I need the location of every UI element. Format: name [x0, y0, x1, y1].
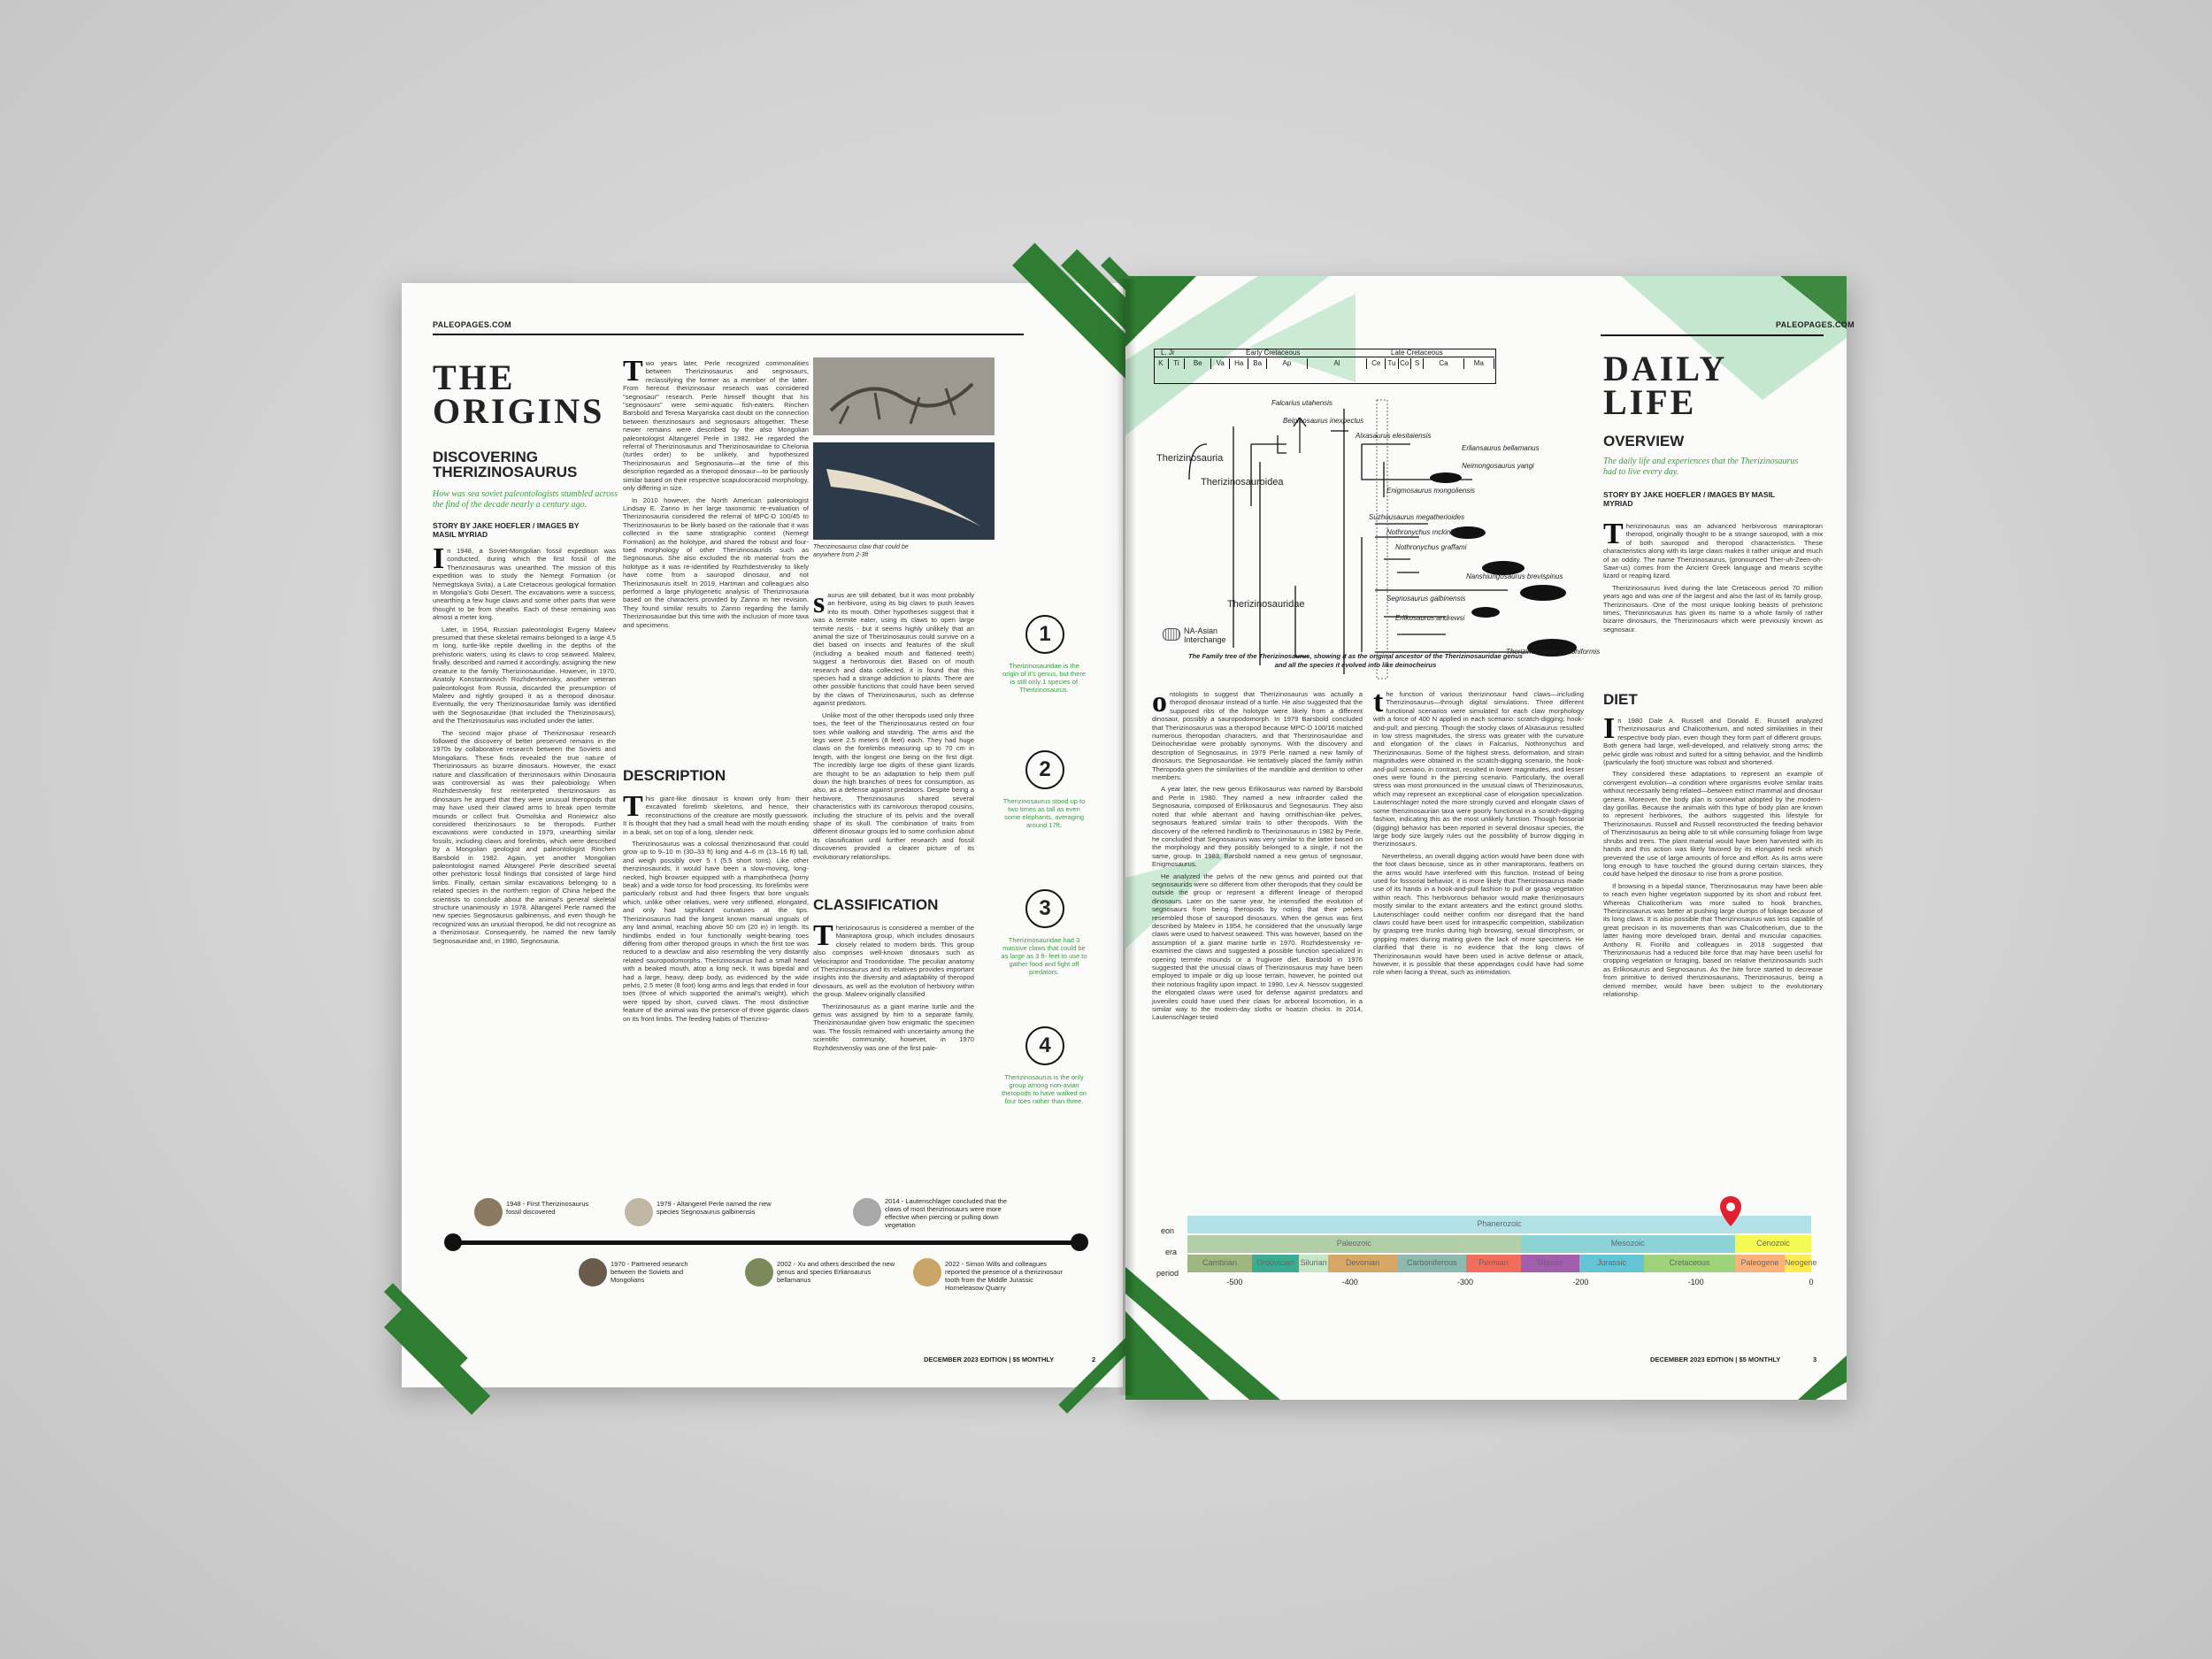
section-heading-description: DESCRIPTION: [623, 767, 726, 784]
site-url: PALEOPAGES.COM: [433, 320, 511, 329]
headline-line-2: ORIGINS: [433, 391, 605, 431]
paragraph: Two years later, Perle recognized commonalities between Therizinosaurus and segnosaurs, reclassifying the former as a member of the latter. From hereout therizinosaur research was considered "segnosaur" research. Perle himself thought that his "segnosaurs" were semi-aquatic fish-eaters. Rinchen Barsbold and Teresa Maryańska cast doubt on the connection between therizinosaurs and segnosaurs altogether. These newer remains were described by the also Mongolian paleontologist Altangerel Perle in 1982. He regarded the referral of Therizinosaurus and Therizinosauridae to Chelonia (turtles order) to be unlikely, and hypothesized Therizinosaurus and Segnosauria—at the time of this description regarded as a theropod dinosaur—to be partiously similar based on their respective scapulocoracoid morphology, only differing in size.: [623, 355, 809, 493]
spine-shadow: [1117, 279, 1136, 1395]
gts-tick-label: -100: [1687, 1278, 1704, 1286]
column-1: [433, 542, 616, 1157]
gts-eon: Phanerozoic: [1187, 1216, 1811, 1233]
footer-edition: DECEMBER 2023 EDITION | $5 MONTHLY: [1650, 1356, 1781, 1363]
stage-cell: Al: [1308, 358, 1368, 369]
headline-line-2: LIFE: [1603, 382, 1697, 422]
middle-column-2: [1373, 686, 1584, 1093]
fact-note-1: Therizinosauridae is the origin of it's genus, but there is still only 1 species of Therizinosaurus.: [1002, 662, 1086, 694]
stage-early-label: L. Jr: [1161, 349, 1175, 357]
timeline-avatar: [913, 1258, 941, 1286]
timeline-line: [453, 1240, 1079, 1245]
claw-photo: [813, 442, 995, 540]
gts-period: Cretaceous: [1644, 1255, 1735, 1272]
paragraph: Therizinosaurus was a colossal therizinosaurid that could grow up to 9–10 m (30–33 ft) long and 4–6 m (13–16 ft) tall, and weigh possibly over 5 t (5.5 short tons). Like other therizinosaurids, it would have been a slow-moving, long-necked, high browser equipped with a rhamphotheca (horny beak) and a wide torso for food processing. Its forelimbs were particularly robust and had three fingers that bore unguals which, unlike other relatives, were very stiffened, elongated, and only had significant curvatures at the tips. Therizinosaurus had the longest known manual unguals of any land animal, reaching above 50 cm (20 in) in length. Its hindlimbs ended in four functionally weight-bearing toes differing from other theropod groups in which the first toe was reduced to a dewclaw and also resembling the very distantly related sauropodomorphs. Therizinosaurus had a small head with a beaked mouth, atop a long neck. It was bipedal and had a large, heavy, deep body, as evidenced by the wide pelvis, 2.5 meter (8 foot) long arms and legs that ended in four toes (three of which supported the animal's weight), which were tipped by short, curved claws. The most distinctive feature of the animal was the presence of three gigantic claws on its front limbs. The feeding habits of Therizino-: [623, 840, 809, 1023]
gts-row-label: eon: [1161, 1226, 1175, 1235]
stage-cell: Tu: [1386, 358, 1398, 369]
cladogram-caption: The Family tree of the Therizinosaurus, showing it as the original ancestor of the Therizinosauridae genus and all the species it evolved into like deinocheirus: [1188, 652, 1523, 669]
right-page: [1125, 276, 1855, 1400]
clade-label: Therizinosauridae: [1227, 599, 1305, 610]
paragraph: In 1980 Dale A. Russell and Donald E. Russell analyzed Therizinosaurus and Chalicotherium, and noted similarities in their respective body plan, even though they form part of different groups. Both genera had large, well-developed, and relatively strong arms; the pelvic girdle was robust and suited for a sitting behavior, and the hindlimb (particularly the foot) structure was robust and shortened.: [1603, 712, 1823, 767]
gts-row-label: period: [1156, 1269, 1179, 1278]
subhead: OVERVIEW: [1603, 433, 1685, 449]
gts-period: Neogene: [1785, 1255, 1811, 1272]
timeline-event-2022: 2022 - Simon Wills and colleagues reported the presence of a therizinosaur tooth from the Middle Jurassic Horneleasow Quarry: [945, 1260, 1063, 1292]
taxon: Enigmosaurus mongoliensis: [1386, 487, 1476, 495]
page-number: 2: [1092, 1356, 1096, 1363]
paragraph: the function of various therizinosaur hand claws—including Therizinosaurus—through digital simulations. Three different functional scenarios were simulated for each claw morphology with a force of 400 N applied in each scenario: scratch-digging; hook-and-pull; and piercing. Though the stocky claws of Alxasaurus resulted in low stress magnitudes, the stress was greater with the curvature and elongation of the claws in Falcarius, Nothronychus and Therizinosaurus. Some of the highest stress, deformation, and strain magnitudes were obtained in the scratch-digging scenario, the hook-and-pull scenario, in contrast, resulted in lower magnitudes, and lesser ones were found in the piercing scenario. Particularly, the overall stress was most pronounced in the unusual claws of Therizinosaurus, which may represent an exceptional case of elongation specialization. Lautenschlager noted the more strongly curved and elongate claws of some therizinosaurian taxa were poorly functional in a scratch-digging fashion, indicating this as the most unlikely function. Though fossorial (digging) behavior has been reported in several dinosaur species, the large body size largely rules out the possibility of burrow digging in therizinosaurs.: [1373, 686, 1584, 849]
header-rule: [433, 334, 1024, 335]
paragraph: He analyzed the pelvis of the new genus and pointed out that segnosaurids were so different from other theropods that they could be outside the group or represent a different lineage of theropod dinosaurs. Later on the same year, he intensified the evolution of segnosaurs from being theropods by noting that their pelves resembled those of sauropod dinosaurs. When the genus was first described by Maleev in 1954, he considered that the unusually large claws were used to harvest seaweed. This was however, based on the assumption of a giant marine turtle in 1970. Rozhdestvensky re-examined the claws and suggested a possible function specialized in opening termite mounds or a frugivore diet. Barsbold in 1976 suggested that the unusual claws of Therizinosaurus may have been employed to impale or dig up loose terrain, however, he pointed out their notorious fragility upon impact. In 1990, Lev A. Nessov suggested the elongated claws were used for defense against predators and juveniles could have used their claws for arboreal locomotion, in a similar way to the modern-day sloths or hoatzin chicks. In 2014, Lautenschlager tested: [1152, 872, 1363, 1022]
column-3: [813, 587, 974, 892]
taxon: Erlikosaurus andrewsi: [1395, 614, 1465, 622]
fact-note-4: Therizinosaurus is the only group among non-avian theropods to have walked on four toes rather than three.: [1002, 1073, 1087, 1105]
taxon: Falcarius utahensis: [1271, 399, 1333, 407]
timeline-event-1979: 1979 - Altangerel Perle named the new species Segnosaurus galbinensis: [657, 1200, 772, 1216]
fact-number-4: 4: [1025, 1026, 1064, 1065]
overview-column: [1603, 518, 1823, 692]
header-rule: [1601, 334, 1824, 336]
diet-column: [1603, 712, 1823, 1088]
taxon: Therizinosaurus cheloniformis: [1506, 648, 1601, 656]
timeline-avatar: [625, 1198, 653, 1226]
fact-note-2: Therizinosaurus stood up to two times as tall as even some elephants, averaging around 17ft.: [1002, 797, 1086, 829]
page-number: 3: [1813, 1356, 1817, 1363]
paragraph: The second major phase of Therizinosaur research followed the discovery of better preserved remains in the 1970s by collaborative research between the Soviets and Mongolians. These finds revealed the true nature of Therizinosaurs as bizarre dinosaurs. However, the exact nature and classification of therizinosaurs within Dinosauria was controversial as was their paleobiology. When Rozhdestvensky first reinterpreted therizinosaurs as dinosaurs he argued that they were unusual theropods that may have used their clawed arms to break open termite mounds or collect fruit. Osmolska and Roniewicz also considered therizinosaurs to be theropods. Further excavations were conducted in 1979, unearthing similar fossils, including claws and forelimbs, which were described by a Mongolian geologist and paleontologist Rinchen Barsbold in 1982. Again, yet another Mongolian paleontologist named Altangerel Perle described several other prehistoric fossil findings that consisted of large hind limbs. Finally, certain similar excavations belonging to a related species in the northern region of China helped the scientists to conclude about the animal's general skeletal structure unanimously in 1978. Altangerel Perle named the new species Segnosaurus galbinensis, and even though he recognized was an unusual theropod, he did not recognize as a therizinosaur. Consequently, he named the new family Segnosauridae and, in 1980, Segnosauria.: [433, 728, 616, 945]
fact-number-2: 2: [1025, 750, 1064, 789]
middle-column-1: [1152, 686, 1363, 1093]
gts-period: Triassic: [1521, 1255, 1579, 1272]
stage-cell: K: [1154, 358, 1169, 369]
stage-cell: Ma: [1464, 358, 1494, 369]
deck: The daily life and experiences that the Therizinosaurus had to live every day.: [1603, 457, 1799, 477]
gts-era: Paleozoic: [1187, 1235, 1521, 1253]
legend-swatch: [1163, 628, 1180, 641]
gts-era: Mesozoic: [1521, 1235, 1735, 1253]
map-pin-icon: [1720, 1196, 1741, 1226]
gts-period: Jurassic: [1579, 1255, 1644, 1272]
taxon: Erliansaurus bellamanus: [1462, 444, 1540, 452]
stage-cell: Ap: [1267, 358, 1307, 369]
gts-period: Permian: [1466, 1255, 1520, 1272]
stage-cell: S: [1411, 358, 1424, 369]
paragraph: saurus are still debated, but it was most probably an herbivore, using its big claws to push leaves into its mouth. Other hypotheses suggest that it was a termite eater, using its claws to open large termite nests - but it seems highly unlikely that an animal the size of Therizinosaurus could survive on a diet based on insects and features of the skull (including a beaked mouth and flattened teeth) suggest a herbivorous diet. Based on of mouth research and data collected, it is found that this species had a strange addiction to plants. There are other possible functions that could have been served by the claws of Therizinosaurus, such as defense against predators.: [813, 587, 974, 708]
stage-cell: Ba: [1248, 358, 1267, 369]
subhead: DISCOVERING THERIZINOSAURUS: [433, 449, 578, 480]
timeline-event-2014: 2014 - Lautenschlager concluded that the claws of most therizinosaurs were more effective when piercing or pulling down vegetation: [885, 1197, 1008, 1229]
stage-cell: Ce: [1367, 358, 1386, 369]
taxon: Nothronychus graffami: [1395, 543, 1467, 551]
stage-cell: Ti: [1169, 358, 1186, 369]
taxon: Nanshiungosaurus brevispinus: [1466, 572, 1563, 580]
site-url: PALEOPAGES.COM: [1776, 320, 1855, 329]
paragraph: A year later, the new genus Erlikosaurus was named by Barsbold and Perle in 1980. They named a new infraorder called the Segnosauria, composed of Erlikosaurus and Segnosaurus. They also noted that while aberrant and having ornithischian-like pelves, segnosaurs featured similar traits to other theropods. With the discovery of the referred hindlimb to Therizinosaurus in 1982 by Perle, he concluded that Segnosaurus was very similar to the latter based on the morphology and they possibly belonged to a single, if not the same, group. In 1983, Barsbold named a new genus of segnosaur, Enigmosaurus.: [1152, 785, 1363, 869]
gts-period: Ordovician: [1252, 1255, 1299, 1272]
paragraph: ontologists to suggest that Therizinosaurus was actually a theropod dinosaur instead of a turtle. He also suggested that the supposed ribs of the holotype were likely from a different dinosaur, possibly a sauropodomorph. In 1979 Barsbold concluded that Therizinosaurus was a theropod because MPC-D 100/16 matched numerous theropodan characters, and that Therizinosauridae and Deinocheiridae were probably synonyms. With the discovery and description of Segnosaurus, in 1979 Perle named a new family of dinosaurs, the Segnosauridae. He tentatively placed the family within Theropoda given the similarities of the mandible and dentition to other members.: [1152, 686, 1363, 782]
stage-cell: Co: [1399, 358, 1411, 369]
legend-label: NA-Asian Interchange: [1184, 626, 1226, 644]
fact-number-3: 3: [1025, 889, 1064, 928]
stage-row: [1154, 358, 1494, 369]
clade-label: Therizinosauria: [1156, 453, 1224, 464]
photo-caption: Therizinosaurus claw that could be anywhere from 2-3ft: [813, 544, 909, 558]
column-3-classification: [813, 919, 974, 1159]
byline: STORY BY JAKE HOEFLER / IMAGES BY MASIL MYRIAD: [433, 521, 580, 539]
timeline-avatar: [579, 1258, 607, 1286]
paragraph: Therizinosaurus was an advanced herbivorous maniraptoran theropod, originally thought to be a strange sauropod, with a mix of both sauropod and theropod characteristics. These characteristics along with its large claws makes it rather unique and much of an oddity. The name Therizinosaurus, (pronounced Ther-uh-Zeen-oh-Sawr-us) comes from the Ancient Greek language and means scythe lizard or reaping lizard.: [1603, 518, 1823, 580]
fact-number-1: 1: [1025, 615, 1064, 654]
gts-bars: [1187, 1216, 1817, 1295]
gts-period: Devonian: [1328, 1255, 1397, 1272]
fossil-skeleton-photo: [813, 357, 995, 435]
timeline-end-finish: [1071, 1233, 1088, 1251]
taxon: Segnosaurus galbinensis: [1386, 595, 1466, 603]
paragraph: Nevertheless, an overall digging action would have been done with the foot claws because, since as in other maniraptorans, feathers on the arms would have interfered with this function. Instead of being used for fossorial behavior, it is more likely that Therizinosaurus made use of its hands in a hook-and-pull fashion to pull or grasp vegetation within reach. This herbivorous behavior would make therizinosaurs mostly similar to the extant anteaters and the extinct ground sloths. Lautenschlager could neither confirm nor disregard that the hand claws could have been used for intraspecific competition, stabilization by grasping tree trunks during high browsing, sexual dimorphism, or gripping mates during mating given the lack of more specimens. He clarified that there is no evidence that the long claws of Therizinosaurus would have been used in active defense or attack, however, it is possible that these appendages could have had some role when facing a threat, such as intimidation.: [1373, 851, 1584, 977]
taxon: Neimongosaurus yangi: [1462, 462, 1534, 470]
timeline-event-2002: 2002 - Xu and others described the new genus and species Erliansaurus bellamanus: [777, 1260, 895, 1284]
timeline-event-1970: 1970 - Partnered research between the Soviets and Mongolians: [611, 1260, 688, 1284]
headline-line-1: DAILY: [1603, 349, 1728, 388]
paragraph: Therizinosaurus is considered a member of the Maniraptora group, which includes dinosaurs closely related to modern birds. This group also comprises well-known dinosaurs such as Velociraptor and Troodontidae. The peculiar anatomy of Therizinosaurus and its relatives provides important insights into the diversity and adaptability of theropod dinosaurs, as well as the evolution of herbivory within the group. Maleev originally classified: [813, 919, 974, 999]
footer-edition: DECEMBER 2023 EDITION | $5 MONTHLY: [924, 1356, 1055, 1363]
taxon: Suzhousaurus megatherioides: [1369, 513, 1465, 521]
timeline-event-1948: 1948 - First Therizinosaurus fossil discovered: [506, 1200, 589, 1216]
gts-row-label: era: [1165, 1248, 1178, 1256]
era-label-early: Early Cretaceous: [1246, 349, 1301, 357]
clade-label: Therizinosauroidea: [1201, 477, 1284, 488]
paragraph: Later, in 1954, Russian paleontologist Evgeny Maleev presumed that these skeletal remains belonged to a large 4.5 m long, turtle-like reptile dwelling in the depths of the prehistoric waters, using its claws to crop seaweed. Maleev, finally, described and named it accordingly, assigning the new creature to the family Therizinosauridae. However, in 1970, Anatoly Konstantinovich Rozhdestvensky, another veteran paleontologist from Russia, discarded the presumption of Maleev and rightly grouped it as a theropod dinosaur. Eventually, the very Therizinosauridae family was identified with the Segnosauridae (that included the Therizinosaurs), and the Therizinosaurus was included under the latter.: [433, 625, 616, 726]
timeline-avatar: [853, 1198, 881, 1226]
gts-era: Cenozoic: [1735, 1235, 1811, 1253]
gts-period: Silurian: [1299, 1255, 1328, 1272]
headline-line-1: THE: [433, 357, 516, 397]
section-heading-classification: CLASSIFICATION: [813, 896, 939, 913]
byline: STORY BY JAKE HOEFLER / IMAGES BY MASIL MYRIAD: [1603, 490, 1775, 508]
gts-period: Paleogene: [1735, 1255, 1785, 1272]
paragraph: In 1948, a Soviet-Mongolian fossil expedition was conducted, during which the first fossil of the Therizinosaurus was unearthed. The mission of this expedition was to study the Nemegt Formation (or Nemegtskaya Svita), a Late Cretaceous geological formation in Mongolia's Gobi Desert. The excavations were a success, unearthing a few huge claws and some other parts that were thought to be from sheaths. Each of these remaining was almost a meter long.: [433, 542, 616, 622]
era-label-late: Late Cretaceous: [1391, 349, 1443, 357]
stage-cell: Ca: [1424, 358, 1463, 369]
taxon: Nothronychus mckinleyi: [1386, 528, 1462, 536]
gts-period: Carboniferous: [1397, 1255, 1466, 1272]
gts-period: Cambrian: [1187, 1255, 1252, 1272]
column-2: [623, 355, 809, 762]
deck: How was sea soviet paleontologists stumbled across the find of the decade nearly a century ago.: [433, 489, 618, 510]
stage-cell: Ha: [1230, 358, 1248, 369]
fact-note-3: Therizinosauridae had 3 massive claws that could be as large as 3 ft- feet to use to gather food and fight off predators.: [1001, 936, 1087, 976]
paragraph: This giant-like dinosaur is known only from their excavated forelimb skeletons, and hence, their reconstructions of the creature are mostly guesswork. It is thought that they had a small head with the mouth ending in a beak, set on top of a long, slender neck.: [623, 790, 809, 836]
timeline-end-start: [444, 1233, 462, 1251]
stage-cell: Be: [1185, 358, 1211, 369]
timeline-avatar: [474, 1198, 503, 1226]
taxon: Beipiaosaurus inexpectus: [1283, 417, 1364, 425]
paragraph: Therizinosaurus lived during the late Cretaceous period 70 million years ago and was one of the largest and also the last of its family group, Therizinosaurs. One of the most unique looking beasts of prehistoric times, Therizinosaurus has given its name to a whole family of rather bizarre dinosaurs, the Therizinosaurs which were previously known as segnosaur.: [1603, 583, 1823, 634]
stage-cell: Va: [1211, 358, 1230, 369]
gts-tick-label: -400: [1341, 1278, 1358, 1286]
paragraph: Therizinosaurus as a giant marine turtle and the genus was assigned by him to a separate family, Therizinosauridae given how enigmatic the specimen was. The fossils remained with uncertainty among the scientific community; however, in 1970 Rozhdestvensky was one of the first pale-: [813, 1002, 974, 1052]
paragraph: In 2010 however, the North American paleontologist Lindsay E. Zanno in her large taxonomic re-evaluation of Therizinosauria considered the referral of MPC-D 100/45 to Therizinosaurus to be likely based on the rationale that it was collected in the same stratigraphic context (Nemegt Formation) as the holotype, and shared the robust and four-toed morphology of other Therizinosaurids such as Segnosaurus. She also excluded the rib material from the holotype as it was re-identified by Rozhdestvensky to likely have come from a sauropod dinosaur, and not Therizinosaurus itself. In 2019, Hartman and colleagues also performed a large phylogenetic analysis of Therizinosauria based on the characters provided by Zanno in her revision. They found similar results to Zanno regarding the family Therizinosauridae but this time with the inclusion of more taxa and specimens.: [623, 495, 809, 629]
gts-tick-label: -500: [1226, 1278, 1243, 1286]
taxon: Alxasaurus elesitaiensis: [1356, 432, 1432, 440]
gts-tick-label: 0: [1809, 1278, 1814, 1286]
paragraph: Unlike most of the other theropods used only three toes, the feet of the Therizinosaurus rested on four toes while walking and standing. The arms and the legs were 2.5 meters (8 feet) each. They had huge claws on the forelimbs measuring up to 70 cm in length, with the longest one being on the first digit. The incredibly large toe digits of these giant lizards are thought to be an adaptation to help them pull down the high branches of trees for consumption, as also, as a defense against predators. Despite being a herbivore, Therizinosaurus shared several characteristics with its carnivorous theropod cousins, including the structure of its pelvis and the overall shape of its skull. The combination of traits from different dinosaur groups led to some confusion about its classification until further research and fossil discoveries provided a clearer picture of its evolutionary relationships.: [813, 710, 974, 861]
column-2-description: [623, 790, 809, 1159]
paragraph: They considered these adaptations to represent an example of convergent evolution—a condition where organisms evolve similar traits without necessarily being related—between extinct mammal and dinosaur genera. Moreover, the body plan is somewhat adopted by the modern-day gorillas. Because the animals with this type of body plan are known to represent herbivores, the authors suggested this lifestyle for Therizinosaurus. Russell and Russell reconstructed the feeding behavior of Therizinosaurus as being able to sit while consuming foliage from large shrubs and trees. The plant material would have been harvested with its hands and this action was likely favored by its elongated neck which prevented the use of large amounts of force and effort. As its arms were long enough to have touched the ground during certain stances, they could have helped the dinosaur to rise from a prone position.: [1603, 770, 1823, 879]
gts-tick-label: -300: [1457, 1278, 1474, 1286]
left-page: [402, 283, 1123, 1387]
gts-tick-label: -200: [1572, 1278, 1589, 1286]
paragraph: If browsing in a bipedal stance, Therizinosaurus may have been able to reach even higher vegetation supported by its short and robust feet. Whereas Chalicotherium was more suited to hook branches, Therizinosaurus was better at pushing large clumps of foliage because of its long claws. It is also possible that Therizinosaurus was less capable of great precision in its movements than was Chalicotherium, due to the latter having more developed brain, dental and muscular capacities. Anthony R. Fiorillo and colleagues in 2018 suggested that Therizinosaurus had a reduced bite force that may have been useful for cropping vegetation or foraging, based on relative therizinosaurids such as Erlikosaurus and Segnosaurus. As the bite force started to decrease from primitive to derived therizinosaurians, Therizinosaurus, being a derived member, would have been subject to the evolutionary relationship.: [1603, 881, 1823, 998]
timeline-avatar: [745, 1258, 773, 1286]
section-heading-diet: DIET: [1603, 691, 1638, 708]
